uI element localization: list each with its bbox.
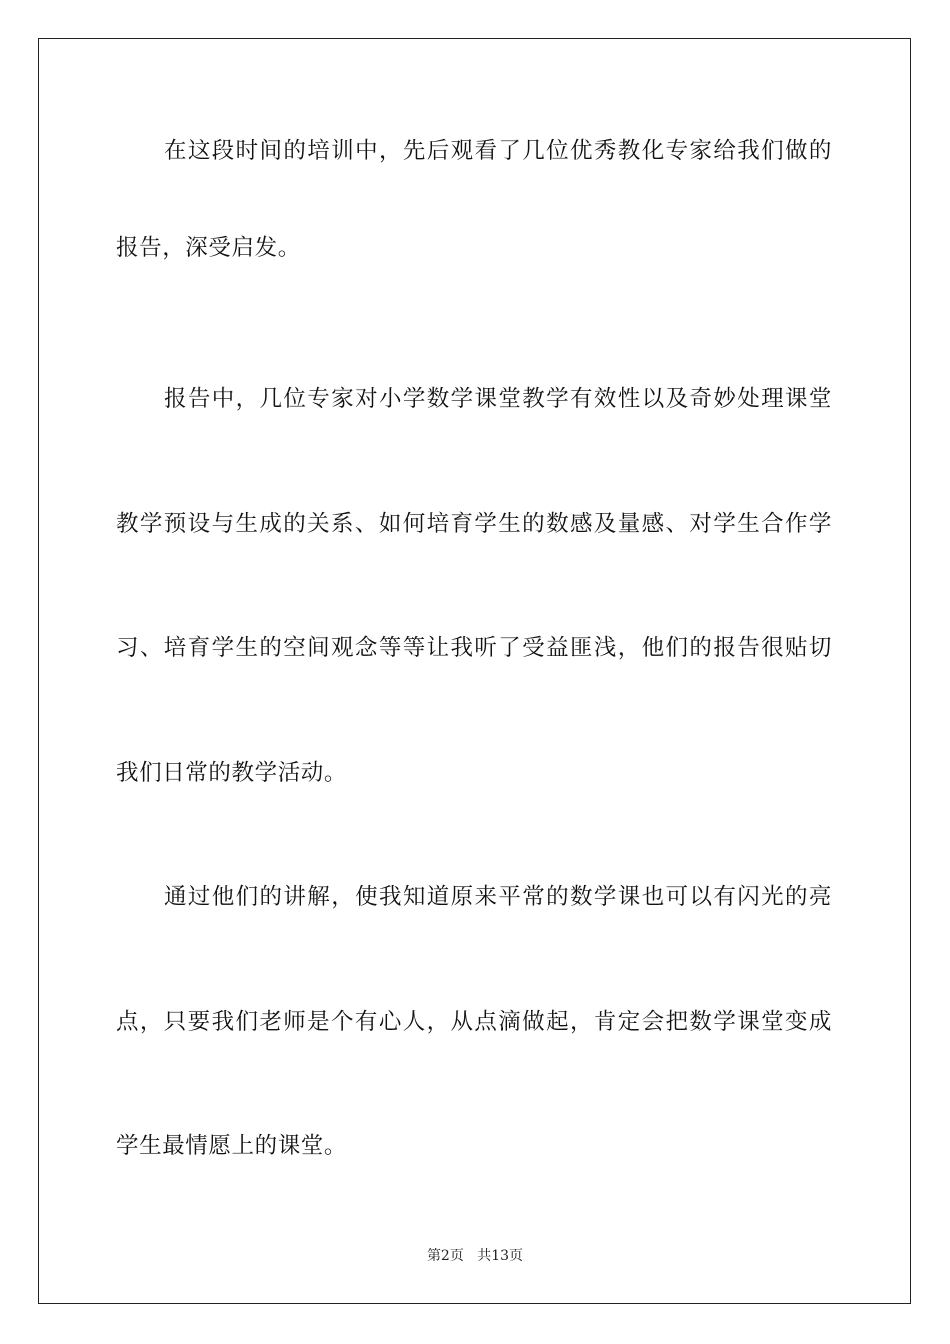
page-number-label: 第2页 (426, 1248, 464, 1264)
paragraph-1-line-1: 在这段时间的培训中，先后观看了几位优秀教化专家给我们做的 (164, 138, 832, 164)
paragraph-3-line-2: 点，只要我们老师是个有心人，从点滴做起，肯定会把数学课堂变成 (116, 1009, 832, 1035)
page-footer (0, 1247, 950, 1265)
paragraph-2-line-1: 报告中，几位专家对小学数学课堂教学有效性以及奇妙处理课堂 (164, 386, 832, 412)
paragraph-3-line-3: 学生最情愿上的课堂。 (116, 1133, 348, 1159)
page-frame (38, 38, 911, 1304)
total-pages-label: 共13页 (477, 1248, 524, 1264)
paragraph-3-line-1: 通过他们的讲解，使我知道原来平常的数学课也可以有闪光的亮 (164, 884, 832, 910)
paragraph-1-line-2: 报告，深受启发。 (116, 235, 301, 261)
paragraph-2-line-2: 教学预设与生成的关系、如何培育学生的数感及量感、对学生合作学 (116, 511, 832, 537)
paragraph-2-line-3: 习、培育学生的空间观念等等让我听了受益匪浅，他们的报告很贴切 (116, 635, 832, 661)
paragraph-2-line-4: 我们日常的教学活动。 (116, 760, 348, 786)
